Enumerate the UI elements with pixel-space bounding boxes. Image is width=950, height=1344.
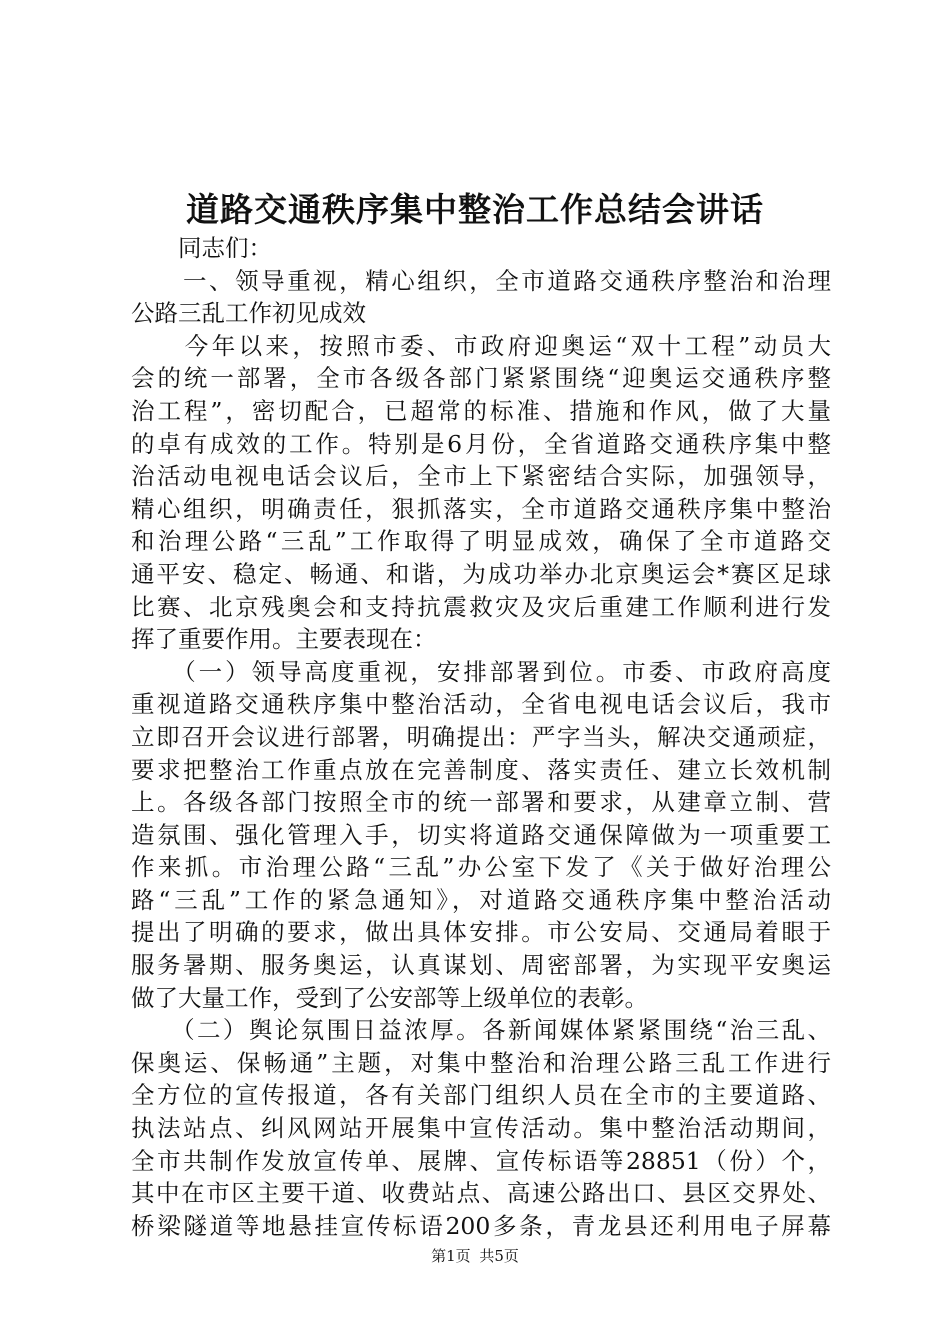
text-line: 其中在市区主要干道、收费站点、高速公路出口、县区交界处、 <box>131 1179 831 1208</box>
text-line: 立即召开会议进行部署，明确提出：严字当头，解决交通顽症， <box>131 722 831 751</box>
text-line: 全方位的宣传报道，各有关部门组织人员在全市的主要道路、 <box>131 1081 831 1110</box>
text-line: 执法站点、纠风网站开展集中宣传活动。集中整治活动期间， <box>131 1114 831 1143</box>
text-line: 公路三乱工作初见成效 <box>131 299 366 328</box>
text-line: 会的统一部署，全市各级各部门紧紧围绕“迎奥运交通秩序整 <box>131 364 831 393</box>
text-line: 治活动电视电话会议后，全市上下紧密结合实际，加强领导， <box>131 462 831 491</box>
page-footer <box>0 1244 950 1268</box>
text-line: 治工程”，密切配合，已超常的标准、措施和作风，做了大量 <box>131 396 831 425</box>
document-title: 道路交通秩序集中整治工作总结会讲话 <box>186 190 764 229</box>
text-line: 上。各级各部门按照全市的统一部署和要求，从建章立制、营 <box>131 788 831 817</box>
text-line: 重视道路交通秩序集中整治活动，全省电视电话会议后，我市 <box>131 690 831 719</box>
text-line: 桥梁隧道等地悬挂宣传标语200多条，青龙县还利用电子屏幕 <box>131 1211 831 1240</box>
text-line: 提出了明确的要求，做出具体安排。市公安局、交通局着眼于 <box>131 918 831 947</box>
text-line: 挥了重要作用。主要表现在： <box>131 625 437 654</box>
text-line: 全市共制作发放宣传单、展牌、宣传标语等28851（份）个， <box>131 1146 831 1175</box>
text-line: 今年以来，按照市委、市政府迎奥运“双十工程”动员大 <box>131 331 831 360</box>
text-line: 要求把整治工作重点放在完善制度、落实责任、建立长效机制 <box>131 755 831 784</box>
text-line: 和治理公路“三乱”工作取得了明显成效，确保了全市道路交 <box>131 527 831 556</box>
text-line: （二）舆论氛围日益浓厚。各新闻媒体紧紧围绕“治三乱、 <box>131 1016 831 1045</box>
text-line: 精心组织，明确责任，狠抓落实，全市道路交通秩序集中整治 <box>131 494 831 523</box>
text-line: 路“三乱”工作的紧急通知》，对道路交通秩序集中整治活动 <box>131 885 831 914</box>
text-line: 一、领导重视，精心组织，全市道路交通秩序整治和治理 <box>131 266 831 295</box>
text-line: 作来抓。市治理公路“三乱”办公室下发了《关于做好治理公 <box>131 853 831 882</box>
text-line: （一）领导高度重视，安排部署到位。市委、市政府高度 <box>131 657 831 686</box>
text-line: 通平安、稳定、畅通、和谐，为成功举办北京奥运会*赛区足球 <box>131 559 831 588</box>
text-line: 服务暑期、服务奥运，认真谋划、周密部署，为实现平安奥运 <box>131 951 831 980</box>
text-line: 的卓有成效的工作。特别是6月份，全省道路交通秩序集中整 <box>131 429 831 458</box>
text-line: 同志们： <box>131 234 272 262</box>
document-body <box>131 232 831 1242</box>
text-line: 比赛、北京残奥会和支持抗震救灾及灾后重建工作顺利进行发 <box>131 592 831 621</box>
page-number: 第1页 <box>431 1247 471 1265</box>
page-total: 共5页 <box>479 1247 519 1265</box>
text-line: 保奥运、保畅通”主题，对集中整治和治理公路三乱工作进行 <box>131 1048 831 1077</box>
text-line: 做了大量工作，受到了公安部等上级单位的表彰。 <box>131 983 648 1012</box>
text-line: 造氛围、强化管理入手，切实将道路交通保障做为一项重要工 <box>131 820 831 849</box>
